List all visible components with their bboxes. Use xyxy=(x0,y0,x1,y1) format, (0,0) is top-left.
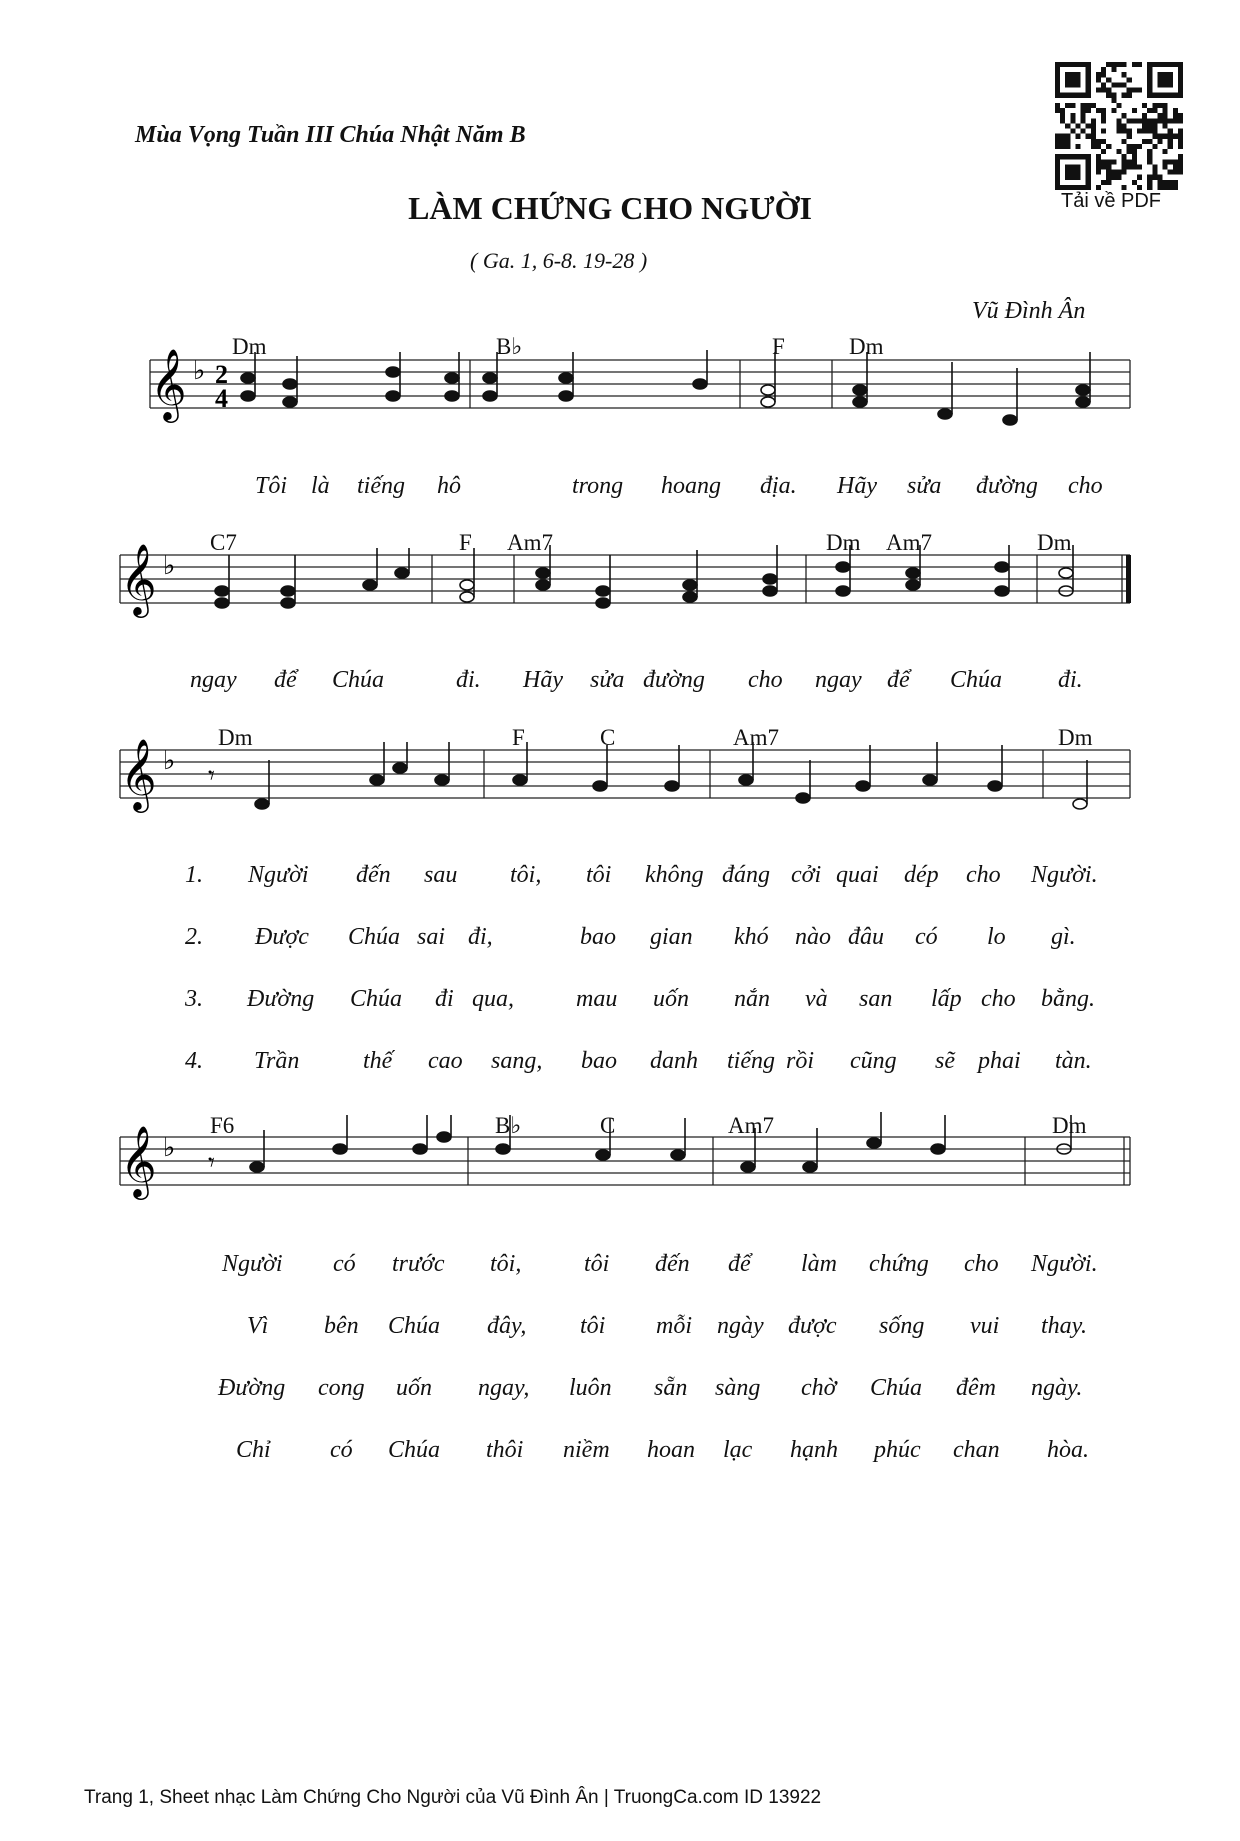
lyric-word: 3. xyxy=(185,986,203,1012)
lyric-word: hô xyxy=(437,473,461,499)
lyric-word: trước xyxy=(392,1251,445,1277)
chord-label: F xyxy=(459,530,472,555)
lyric-word: đáng xyxy=(722,862,770,888)
lyric-word: đi. xyxy=(1058,667,1083,693)
lyric-word: đi xyxy=(435,986,454,1012)
lyric-word: rồi xyxy=(786,1048,815,1074)
chorus-line-3 xyxy=(217,1375,1082,1401)
lyric-word: Chúa xyxy=(350,986,403,1012)
lyric-word: thay. xyxy=(1041,1313,1087,1339)
lyric-word: có xyxy=(333,1251,356,1277)
lyric-word: uốn xyxy=(396,1375,432,1401)
lyric-word: Người. xyxy=(1031,862,1098,888)
chord-label: Dm xyxy=(1058,725,1093,750)
lyric-word: Tôi xyxy=(255,473,288,499)
lyric-word: Hãy xyxy=(523,667,563,693)
chord-label: Am7 xyxy=(886,530,932,555)
lyric-word: khó xyxy=(734,924,769,950)
lyric-word: Chúa xyxy=(388,1437,441,1463)
final-barline xyxy=(1126,555,1131,603)
time-signature-top: 2 xyxy=(215,360,228,389)
flat-icon: ♭ xyxy=(163,746,176,776)
lyric-word: đi. xyxy=(456,667,481,693)
notes xyxy=(255,742,1087,809)
chord-label: Am7 xyxy=(728,1113,774,1138)
chorus-line-2 xyxy=(247,1313,1087,1339)
lyric-word: ngày. xyxy=(1031,1375,1083,1401)
lyric-word: chan xyxy=(953,1437,1000,1463)
lyric-word: cong xyxy=(318,1375,365,1401)
lyric-word: cho xyxy=(981,986,1016,1012)
lyric-word: bằng. xyxy=(1041,986,1095,1012)
verse-line-1 xyxy=(185,862,1098,888)
lyric-word: mỗi xyxy=(656,1313,692,1339)
lyric-word: Đường xyxy=(218,1375,286,1401)
lyric-word: Được xyxy=(255,924,309,950)
lyric-word: đường xyxy=(976,473,1038,499)
lyric-word: phai xyxy=(978,1048,1021,1074)
lyric-word: Chỉ xyxy=(236,1437,271,1463)
lyric-word: cho xyxy=(1068,473,1103,499)
lyric-word: tiếng xyxy=(357,473,405,499)
lyric-word: ngay, xyxy=(478,1375,530,1401)
chord-label: B♭ xyxy=(495,1113,522,1138)
lyric-word: sang, xyxy=(491,1048,543,1074)
lyric-word: cho xyxy=(964,1251,999,1277)
verse-line-4 xyxy=(185,1048,1092,1074)
staff-system-3 xyxy=(0,725,1240,1074)
lyric-word: niềm xyxy=(563,1437,610,1463)
chord-label: F xyxy=(772,334,785,359)
lyric-word: gì. xyxy=(1051,924,1076,950)
chord-label: Dm xyxy=(1052,1113,1087,1138)
lyric-word: tôi, xyxy=(510,862,542,888)
lyric-word: để xyxy=(274,667,297,693)
lyric-word: đêm xyxy=(956,1375,996,1401)
lyric-word: ngay xyxy=(190,667,237,693)
composer-name: Vũ Đình Ân xyxy=(972,298,1086,324)
lyric-word: được xyxy=(788,1313,837,1339)
lyric-word: Chúa xyxy=(870,1375,923,1401)
lyric-word: dép xyxy=(904,862,939,888)
lyric-word: cho xyxy=(748,667,783,693)
chorus-line-1 xyxy=(221,1251,1098,1277)
page-footer: Trang 1, Sheet nhạc Làm Chứng Cho Người của Vũ Đình Ân | TruongCa.com ID 13922 xyxy=(84,1787,822,1808)
lyric-word: phúc xyxy=(874,1437,921,1463)
lyric-word: tôi, xyxy=(490,1251,522,1277)
lyric-word: có xyxy=(330,1437,353,1463)
lyric-word: Người xyxy=(222,1251,283,1277)
chord-label: Dm xyxy=(1037,530,1072,555)
time-signature-bottom: 4 xyxy=(215,384,228,413)
lyric-word: làm xyxy=(801,1251,837,1277)
lyric-word: cho xyxy=(966,862,1001,888)
lyric-word: bên xyxy=(324,1313,359,1339)
verse-line-2 xyxy=(185,924,1076,950)
lyric-word: quai xyxy=(836,862,879,888)
lyric-word: đến xyxy=(655,1251,690,1277)
flat-icon: ♭ xyxy=(193,356,206,386)
lyric-word: lạc xyxy=(723,1437,753,1463)
lyric-word: Người. xyxy=(1031,1251,1098,1277)
chord-label: C7 xyxy=(210,530,237,555)
lyric-word: Chúa xyxy=(332,667,385,693)
lyric-word: tàn. xyxy=(1055,1048,1092,1074)
chord-label: Dm xyxy=(826,530,861,555)
lyric-word: tôi xyxy=(586,862,612,888)
lyric-word: sàng xyxy=(715,1375,761,1401)
staff-system-2 xyxy=(0,530,1240,700)
chord-label: F6 xyxy=(210,1113,235,1138)
treble-clef-icon: 𝄞 xyxy=(120,1124,157,1197)
lyric-word: hòa. xyxy=(1047,1437,1089,1463)
treble-clef-icon: 𝄞 xyxy=(150,347,187,420)
lyric-word: qua, xyxy=(472,986,514,1012)
staff-lines xyxy=(120,750,1130,798)
song-title xyxy=(0,190,1240,227)
lyric-word: lấp xyxy=(931,986,962,1012)
notes xyxy=(250,1112,1071,1172)
lyric-word: chứng xyxy=(869,1251,929,1277)
qr-code-icon[interactable] xyxy=(1055,62,1183,190)
lyric-word: không xyxy=(645,862,704,888)
scripture-reference: ( Ga. 1, 6-8. 19-28 ) xyxy=(470,248,648,273)
chord-label: Am7 xyxy=(733,725,779,750)
staff-lines xyxy=(120,1137,1130,1185)
lyric-word: tôi xyxy=(580,1313,606,1339)
lyric-word: tiếng xyxy=(727,1048,775,1074)
lyric-word: Hãy xyxy=(837,473,877,499)
chorus-line-4 xyxy=(236,1437,1089,1463)
lyric-word: để xyxy=(887,667,910,693)
eighth-rest-icon: 𝄾 xyxy=(208,1148,215,1178)
notes xyxy=(241,350,1090,425)
chord-label: Dm xyxy=(849,334,884,359)
lyric-word: đâu xyxy=(848,924,884,950)
lyric-word: sửa xyxy=(907,473,942,499)
flat-icon: ♭ xyxy=(163,551,176,581)
lyric-word: sống xyxy=(879,1313,925,1339)
lyric-word: nắn xyxy=(734,986,770,1012)
lyric-word: cũng xyxy=(850,1048,897,1074)
chord-label: Dm xyxy=(232,334,267,359)
staff-lines xyxy=(120,555,1130,603)
chord-label: C xyxy=(600,1113,616,1138)
staff-system-4 xyxy=(0,1110,1240,1463)
liturgical-subtitle: Mùa Vọng Tuần III Chúa Nhật Năm B xyxy=(135,122,526,148)
lyric-word: hạnh xyxy=(790,1437,838,1463)
lyric-word: Đường xyxy=(247,986,315,1012)
lyric-word: sai xyxy=(417,924,446,950)
lyric-word: ngày xyxy=(717,1313,764,1339)
lyric-word: chờ xyxy=(801,1375,837,1401)
lyric-word: mau xyxy=(576,986,618,1012)
lyric-word: đến xyxy=(356,862,391,888)
lyric-word: 2. xyxy=(185,924,203,950)
lyric-word: uốn xyxy=(653,986,689,1012)
treble-clef-icon: 𝄞 xyxy=(120,542,157,615)
lyric-word: sửa xyxy=(590,667,625,693)
lyric-word: tôi xyxy=(584,1251,610,1277)
lyric-word: đường xyxy=(643,667,705,693)
lyric-word: cao xyxy=(428,1048,463,1074)
chord-label: B♭ xyxy=(496,334,523,359)
lyric-word: sẽ xyxy=(935,1048,955,1074)
staff-system-1 xyxy=(0,330,1240,510)
chord-label: Dm xyxy=(218,725,253,750)
lyric-word: thôi xyxy=(486,1437,524,1463)
lyric-word: bao xyxy=(580,924,616,950)
lyric-word: đây, xyxy=(487,1313,527,1339)
lyric-word: 1. xyxy=(185,862,203,888)
lyric-word: hoan xyxy=(647,1437,695,1463)
lyric-word: Vì xyxy=(247,1313,269,1339)
chord-label: Am7 xyxy=(507,530,553,555)
lyric-word: luôn xyxy=(569,1375,612,1401)
lyric-word: gian xyxy=(650,924,693,950)
lyric-word: Chúa xyxy=(388,1313,441,1339)
lyric-word: sau xyxy=(424,862,458,888)
lyric-word: ngay xyxy=(815,667,862,693)
lyric-word: để xyxy=(728,1251,751,1277)
lyric-word: 4. xyxy=(185,1048,203,1074)
lyric-word: san xyxy=(859,986,893,1012)
lyric-word: trong xyxy=(572,473,624,499)
lyric-word: Chúa xyxy=(950,667,1003,693)
lyric-word: địa. xyxy=(760,473,797,499)
lyric-word: lo xyxy=(987,924,1006,950)
chord-label: C xyxy=(600,725,616,750)
flat-icon: ♭ xyxy=(163,1133,176,1163)
lyric-word: bao xyxy=(581,1048,617,1074)
lyric-word: là xyxy=(311,473,330,499)
lyric-word: Trần xyxy=(254,1048,300,1074)
lyric-word: có xyxy=(915,924,938,950)
lyric-word: nào xyxy=(795,924,831,950)
song-title-text: LÀM CHỨNG CHO NGƯỜI xyxy=(408,190,812,226)
download-pdf-link[interactable]: Tải về PDF xyxy=(1061,190,1162,212)
lyric-word: vui xyxy=(970,1313,1000,1339)
lyric-word: hoang xyxy=(661,473,721,499)
eighth-rest-icon: 𝄾 xyxy=(208,761,215,791)
lyric-word: danh xyxy=(650,1048,698,1074)
lyric-word: sẵn xyxy=(654,1375,688,1401)
lyric-word: và xyxy=(805,986,828,1012)
chord-label: F xyxy=(512,725,525,750)
verse-line-3 xyxy=(184,986,1095,1012)
lyric-word: thế xyxy=(363,1048,393,1074)
lyric-word: đi, xyxy=(468,924,493,950)
lyric-word: Chúa xyxy=(348,924,401,950)
treble-clef-icon: 𝄞 xyxy=(120,737,157,810)
lyric-word: Người xyxy=(248,862,309,888)
lyric-word: cởi xyxy=(791,862,822,888)
